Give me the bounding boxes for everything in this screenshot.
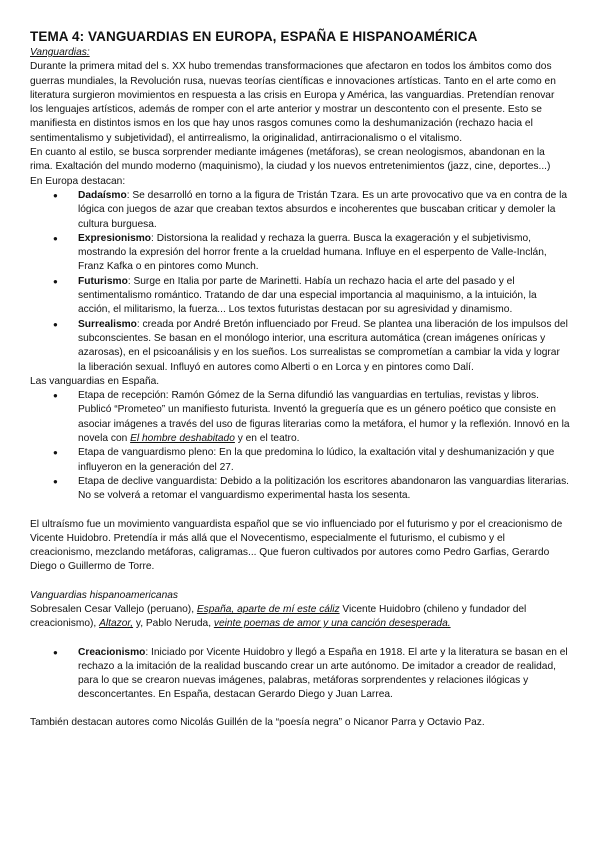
hispano-list	[30, 646, 570, 703]
spacer	[30, 703, 570, 716]
term-futurismo: Futurismo	[78, 275, 128, 287]
text-futurismo: : Surge en Italia por parte de Marinetti. Había un rechazo hacia el arte del pasado y el sentimentalismo romántico. Tratando de dar una especial importancia al maquinismo, a la intuición, la acción, el militarismo, la fuerza... Los textos futuristas destacan por su agresividad y dinamismo.	[78, 275, 537, 316]
work-title-altazor: Altazor,	[99, 618, 134, 630]
hispano-text-1: Sobresalen Cesar Vallejo (peruano),	[30, 603, 197, 615]
text-pleno: Etapa de vanguardismo pleno: En la que predomina lo lúdico, la exaltación vital y deshumanización y que influyeron en la generación del 27.	[78, 447, 555, 473]
term-expresionismo: Expresionismo	[78, 232, 152, 244]
list-item-dadaismo	[78, 189, 570, 232]
paragraph-style: En cuanto al estilo, se busca sorprender mediante imágenes (metáforas), se crean neologismos, abandonan en la rima. Exaltación del mundo moderno (maquinismo), la ciudad y los nuevos entretenimientos (jazz, cine, deportes...)	[30, 147, 551, 173]
spacer	[30, 575, 570, 589]
spacer	[30, 504, 570, 518]
list-item-creacionismo	[78, 646, 570, 703]
work-title-hombre-deshabitado: El hombre deshabitado	[130, 433, 235, 445]
paragraph-hispano	[30, 603, 570, 632]
section-heading-hispano: Vanguardias hispanoamericanas	[30, 589, 179, 601]
list-item-surrealismo	[78, 318, 570, 375]
paragraph-closing: También destacan autores como Nicolás Guillén de la “poesía negra” o Nicanor Parra y Octavio Paz.	[30, 716, 485, 728]
text-surrealismo: : creada por André Bretón influenciado por Freud. Se plantea una liberación de los impulsos del subconscientes. Se basan en el monólogo interior, una escritura automática (crean imágenes oníricas y azarosas), en el psicoanálisis y en los sueños. Los surrealistas se comprometían a cambiar la vida y lograr la liberación sexual. Influyó en autores como Alberti o en Lorca y en pintores como Dalí.	[78, 318, 568, 373]
paragraph-ultraismo: El ultraísmo fue un movimiento vanguardista español que se vio influenciado por el futurismo y por el creacionismo de Vicente Huidobro. Pretendía ir más allá que el Novecentismo, especialmente el futurismo, el cubismo y el creacionismo, mezclando metáforas, caligramas... Que fueron cultivados por autores como Pedro Garfias, Gerardo Diego o Guillermo de Torre.	[30, 518, 563, 573]
hispano-text-2: Vicente Huidobro (chileno y fundador del creacionismo),	[30, 603, 527, 630]
section-heading-vanguardias: Vanguardias:	[30, 47, 90, 58]
text-dadaismo: : Se desarrolló en torno a la figura de Tristán Tzara. Es un arte provocativo que va en contra de la lógica con juegos de azar que creaban textos absurdos e incoherentes que buscaban criticar y demoler la cultura burguesa.	[78, 189, 568, 230]
europa-intro: En Europa destacan:	[30, 175, 126, 187]
paragraph-intro: Durante la primera mitad del s. XX hubo tremendas transformaciones que afectaron en todos los ámbitos como dos guerras mundiales, la Revolución rusa, nuevas teorías científicas e innovaciones artísticas. Tanto en el arte como en literatura surgieron movimientos en respuesta a las crisis en Europa y América, las vanguardias. Pretendían renovar los lenguajes artísticos, además de romper con el arte anterior y mostrar un descontento con el presente. Esto se manifiesta en distintos ismos en los que hay unos rasgos comunes como la deshumanización (rechazo hacia el sentimentalismo y subjetividad), el antirrealismo, la originalidad, antirracionalismo o el vitalismo.	[30, 61, 556, 144]
term-dadaismo: Dadaísmo	[78, 189, 127, 201]
text-creacionismo: : Iniciado por Vicente Huidobro y llegó a España en 1918. El arte y la literatura se basan en el rechazo a la imitación de la realidad buscando crear un arte autónomo. De imitador a creador de realidad, para lo que se crearon nuevas imágenes, palabras, metáforas sorprendentes y relaciones ilógicas y desconcertantes. En España, destacan Gerardo Diego y Juan Larrea.	[78, 646, 568, 701]
europa-list	[30, 189, 570, 375]
list-item-declive	[78, 475, 570, 504]
term-creacionismo: Creacionismo	[78, 646, 146, 658]
list-item-expresionismo	[78, 232, 570, 275]
spacer	[30, 632, 570, 646]
list-item-futurismo	[78, 275, 570, 318]
espana-intro: Las vanguardias en España.	[30, 375, 160, 387]
page-title: TEMA 4: VANGUARDIAS EN EUROPA, ESPAÑA E HISPANOAMÉRICA	[30, 29, 478, 44]
work-title-veinte-poemas: veinte poemas de amor y una canción desesperada.	[213, 618, 451, 630]
text-declive: Etapa de declive vanguardista: Debido a la politización los escritores abandonaron las vanguardias literarias. No se volverá a retomar el vanguardismo experimental hasta los sesenta.	[78, 475, 569, 502]
text-recepcion: Etapa de recepción: Ramón Gómez de la Serna difundió las vanguardias en tertulias, revistas y libros. Publicó “Prometeo” un manifiesto futurista. Inventó la greguería que es un género poético que consiste en asociar imágenes a través del uso de figuras literarias como la metáfora, el humor y la reflexión. Innovó en la novela con	[78, 390, 570, 445]
text-expresionismo: : Distorsiona la realidad y rechaza la guerra. Busca la exageración y el subjetivismo, mostrando la expresión del horror frente a la crueldad humana. Influye en el esperpento de Valle-Inclán, Franz Kafka o en pintores como Munch.	[78, 232, 547, 273]
hispano-text-3: y, Pablo Neruda,	[133, 618, 214, 630]
espana-list	[30, 389, 570, 503]
text-recepcion-after: y en el teatro.	[234, 433, 300, 445]
work-title-espana-caliz: España, aparte de mí este cáliz	[196, 603, 340, 615]
list-item-pleno	[78, 446, 570, 475]
list-item-recepcion	[78, 389, 570, 446]
term-surrealismo: Surrealismo	[78, 318, 137, 330]
